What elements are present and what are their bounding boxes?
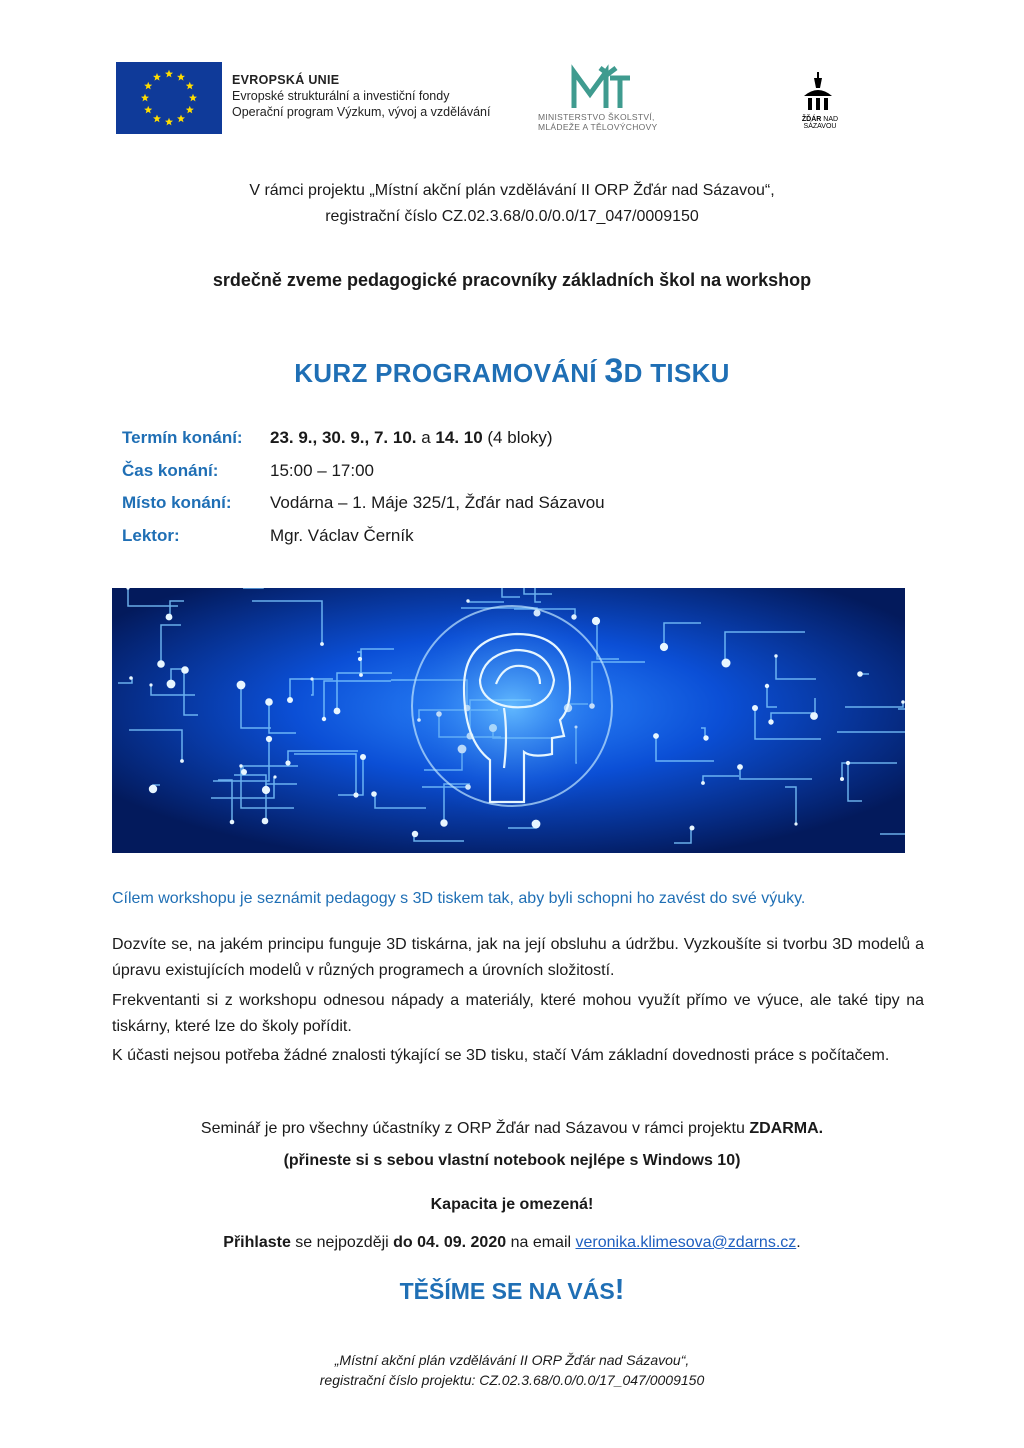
eu-stars-icon	[116, 62, 222, 134]
paragraph-materials: Frekventanti si z workshopu odnesou nápady a materiály, které mohou využít přímo ve výuce, ale také tipy na tiskárny, které lze do školy pořídit.	[112, 992, 924, 1035]
email-link[interactable]: veronika.klimesova@zdarns.cz	[575, 1234, 797, 1251]
capacity-note: Kapacita je omezená!	[430, 1196, 594, 1213]
time-label: Čas konání:	[122, 460, 219, 480]
notebook-note: (přineste si s sebou vlastní notebook nejlépe s Windows 10)	[283, 1152, 741, 1169]
project-intro	[0, 178, 1024, 230]
signup-instructions: Přihlaste se nejpozději do 04. 09. 2020 na email veronika.klimesova@zdarns.cz.	[223, 1234, 801, 1251]
eu-logo-line3: Operační program Výzkum, vývoj a vzdělávání	[232, 105, 491, 119]
detail-row-place	[122, 493, 605, 526]
intro-line1: V rámci projektu „Místní akční plán vzdělávání II ORP Žďár nad Sázavou“,	[249, 182, 775, 199]
time-value: 15:00 – 17:00	[270, 460, 374, 480]
eu-logo-line1: EVROPSKÁ UNIE	[232, 73, 340, 87]
place-label: Místo konání:	[122, 493, 232, 512]
seminar-free-note: Seminář je pro všechny účastníky z ORP Žďár nad Sázavou v rámci projektu ZDARMA.	[200, 1120, 824, 1137]
zdar-logo-text: ŽĎÁR NAD SÁZAVOU	[801, 116, 839, 130]
msmt-logo-line1: MINISTERSTVO ŠKOLSTVÍ,	[538, 112, 655, 122]
detail-row-term	[122, 428, 605, 461]
eu-flag-logo	[116, 62, 222, 134]
course-title: KURZ PROGRAMOVÁNÍ 3D TISKU	[294, 352, 730, 390]
lector-value: Mgr. Václav Černík	[270, 525, 414, 545]
lector-label: Lektor:	[122, 525, 180, 545]
place-value: Vodárna – 1. Máje 325/1, Žďár nad Sázavou	[270, 493, 605, 512]
ai-circuit-head-image	[112, 588, 905, 853]
footer-line1: „Místní akční plán vzdělávání II ORP Žďár nad Sázavou“,	[334, 1352, 690, 1368]
msmt-logo-text	[538, 112, 688, 132]
closing-greeting: TĚŠÍME SE NA VÁS!	[399, 1274, 625, 1306]
eu-logo-line2: Evropské strukturální a investiční fondy	[232, 89, 450, 103]
event-details	[122, 428, 605, 558]
footer	[0, 1350, 1024, 1390]
eu-logo-text	[232, 72, 532, 120]
intro-line2: registrační číslo CZ.02.3.68/0.0/0.0/17_047/0009150	[325, 208, 699, 225]
footer-line2: registrační číslo projektu: CZ.02.3.68/0.0/0.0/17_047/0009150	[319, 1372, 705, 1388]
workshop-goal: Cílem workshopu je seznámit pedagogy s 3D tiskem tak, aby byli schopni ho zavést do své výuky.	[112, 890, 806, 907]
term-label: Termín konání:	[122, 428, 243, 447]
detail-row-lector	[122, 526, 605, 559]
paragraph-requirements: K účasti nejsou potřeba žádné znalosti týkající se 3D tisku, stačí Vám základní dovednosti práce s počítačem.	[112, 1047, 890, 1064]
detail-row-time	[122, 461, 605, 494]
paragraph-principles: Dozvíte se, na jakém principu funguje 3D tiskárna, jak na její obsluhu a údržbu. Vyzkoušíte si tvorbu 3D modelů a úpravu existujících modelů v různých programech a úrovních složitostí.	[112, 936, 924, 979]
term-value: 23. 9., 30. 9., 7. 10. a 14. 10 (4 bloky)	[270, 428, 553, 447]
invitation-heading: srdečně zveme pedagogické pracovníky základních škol na workshop	[212, 270, 812, 290]
msmt-logo-line2: MLÁDEŽE A TĚLOVÝCHOVY	[538, 122, 658, 132]
